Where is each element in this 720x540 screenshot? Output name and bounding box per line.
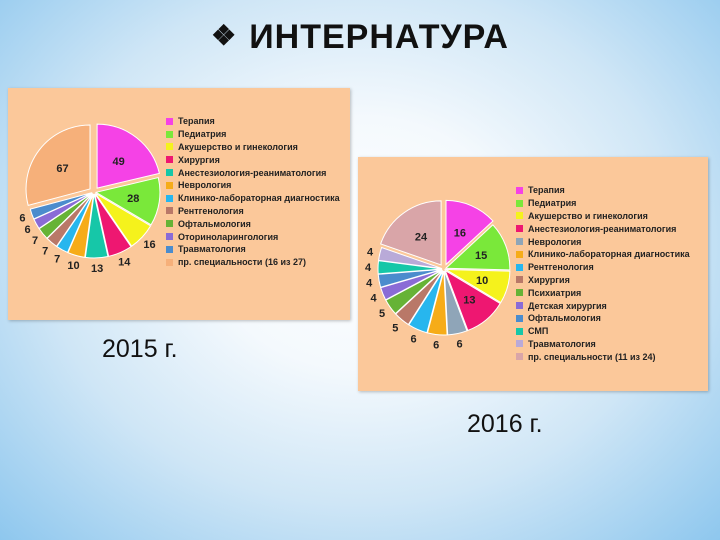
legend-label: Терапия — [178, 116, 215, 127]
data-label: 14 — [118, 256, 131, 269]
legend-swatch — [166, 131, 173, 138]
legend-item — [166, 256, 340, 269]
legend-item — [166, 153, 340, 166]
data-label: 6 — [24, 223, 31, 236]
data-label: 67 — [56, 162, 69, 175]
legend-item — [516, 350, 690, 363]
title-text: ИНТЕРНАТУРА — [249, 18, 509, 56]
data-label: 49 — [112, 155, 125, 168]
legend-label: Акушерство и гинекология — [528, 210, 648, 221]
legend-label: Хирургия — [528, 274, 570, 285]
legend-swatch — [516, 302, 523, 309]
data-label: 15 — [475, 250, 488, 263]
legend-2015 — [166, 115, 340, 269]
legend-swatch — [516, 353, 523, 360]
legend-swatch — [166, 259, 173, 266]
data-label: 10 — [475, 275, 489, 288]
legend-label: Педиатрия — [178, 129, 227, 140]
legend-item — [166, 192, 340, 205]
legend-swatch — [166, 207, 173, 214]
legend-label: Терапия — [528, 185, 565, 196]
data-label: 7 — [31, 234, 39, 247]
legend-label: Оториноларингология — [178, 231, 279, 242]
legend-label: Хирургия — [178, 154, 220, 165]
legend-swatch — [516, 340, 523, 347]
data-label: 7 — [54, 253, 61, 266]
diamond-bullet-icon: ❖ — [211, 20, 238, 51]
data-label: 4 — [370, 292, 377, 305]
legend-item — [516, 197, 690, 210]
legend-item — [516, 338, 690, 351]
legend-label: Клинико-лабораторная диагностика — [178, 193, 340, 204]
legend-swatch — [166, 182, 173, 189]
legend-item — [166, 217, 340, 230]
data-label: 16 — [143, 238, 156, 251]
legend-item — [166, 166, 340, 179]
data-label: 4 — [366, 246, 374, 259]
legend-label: Офтальмология — [528, 313, 601, 324]
legend-swatch — [166, 246, 173, 253]
legend-label: СМП — [528, 326, 549, 337]
legend-item — [516, 261, 690, 274]
legend-label: Рентгенология — [178, 205, 244, 216]
legend-swatch — [166, 156, 173, 163]
legend-swatch — [516, 225, 523, 232]
legend-label: Неврология — [178, 180, 232, 191]
legend-swatch — [166, 195, 173, 202]
legend-item — [516, 248, 690, 261]
legend-swatch — [166, 118, 173, 125]
legend-label: пр. специальности (16 из 27) — [178, 257, 306, 268]
data-label: 6 — [410, 333, 417, 346]
legend-item — [516, 325, 690, 338]
legend-item — [166, 128, 340, 141]
legend-item — [516, 210, 690, 223]
legend-swatch — [516, 328, 523, 335]
legend-label: Клинико-лабораторная диагностика — [528, 249, 690, 260]
legend-swatch — [516, 212, 523, 219]
data-label: 16 — [453, 227, 467, 240]
data-label: 6 — [456, 338, 463, 351]
legend-item — [166, 230, 340, 243]
legend-swatch — [516, 315, 523, 322]
data-label: 13 — [463, 294, 476, 307]
legend-item — [516, 286, 690, 299]
legend-item — [166, 115, 340, 128]
legend-label: Травматология — [178, 244, 246, 255]
year-label-2015: 2015 г. — [102, 335, 178, 363]
data-label: 6 — [433, 339, 440, 352]
legend-label: Акушерство и гинекология — [178, 141, 298, 152]
data-label: 6 — [19, 212, 26, 225]
legend-item — [516, 312, 690, 325]
legend-swatch — [516, 187, 523, 194]
data-label: 7 — [42, 245, 49, 258]
legend-item — [516, 235, 690, 248]
data-label: 4 — [366, 277, 373, 290]
data-label: 5 — [392, 322, 399, 335]
legend-label: Психиатрия — [528, 287, 582, 298]
legend-item — [516, 299, 690, 312]
legend-swatch — [516, 264, 523, 271]
legend-item — [166, 243, 340, 256]
legend-item — [166, 205, 340, 218]
slide-title — [0, 18, 720, 57]
legend-label: Анестезиология-реаниматология — [178, 167, 327, 178]
legend-swatch — [516, 238, 523, 245]
legend-label: Педиатрия — [528, 198, 577, 209]
data-label: 13 — [90, 262, 104, 275]
legend-swatch — [516, 251, 523, 258]
legend-swatch — [516, 289, 523, 296]
legend-swatch — [516, 200, 523, 207]
data-label: 5 — [378, 308, 386, 321]
legend-label: пр. специальности (11 из 24) — [528, 351, 656, 362]
data-label: 28 — [127, 192, 140, 205]
legend-label: Детская хирургия — [528, 300, 607, 311]
legend-item — [166, 141, 340, 154]
legend-label: Травматология — [528, 338, 596, 349]
chart-panel-2016 — [358, 157, 708, 391]
legend-item — [516, 184, 690, 197]
legend-swatch — [516, 276, 523, 283]
legend-swatch — [166, 220, 173, 227]
legend-label: Рентгенология — [528, 262, 594, 273]
legend-label: Офтальмология — [178, 218, 251, 229]
legend-label: Неврология — [528, 236, 582, 247]
data-label: 10 — [67, 260, 80, 273]
legend-swatch — [166, 169, 173, 176]
pie-slice — [97, 124, 159, 188]
legend-item — [516, 274, 690, 287]
legend-swatch — [166, 233, 173, 240]
legend-item — [516, 222, 690, 235]
legend-swatch — [166, 143, 173, 150]
year-label-2016: 2016 г. — [467, 410, 543, 438]
data-label: 24 — [414, 231, 428, 244]
legend-label: Анестезиология-реаниматология — [528, 223, 677, 234]
legend-2016 — [516, 184, 690, 363]
chart-panel-2015 — [8, 88, 350, 320]
data-label: 4 — [364, 262, 372, 275]
legend-item — [166, 179, 340, 192]
